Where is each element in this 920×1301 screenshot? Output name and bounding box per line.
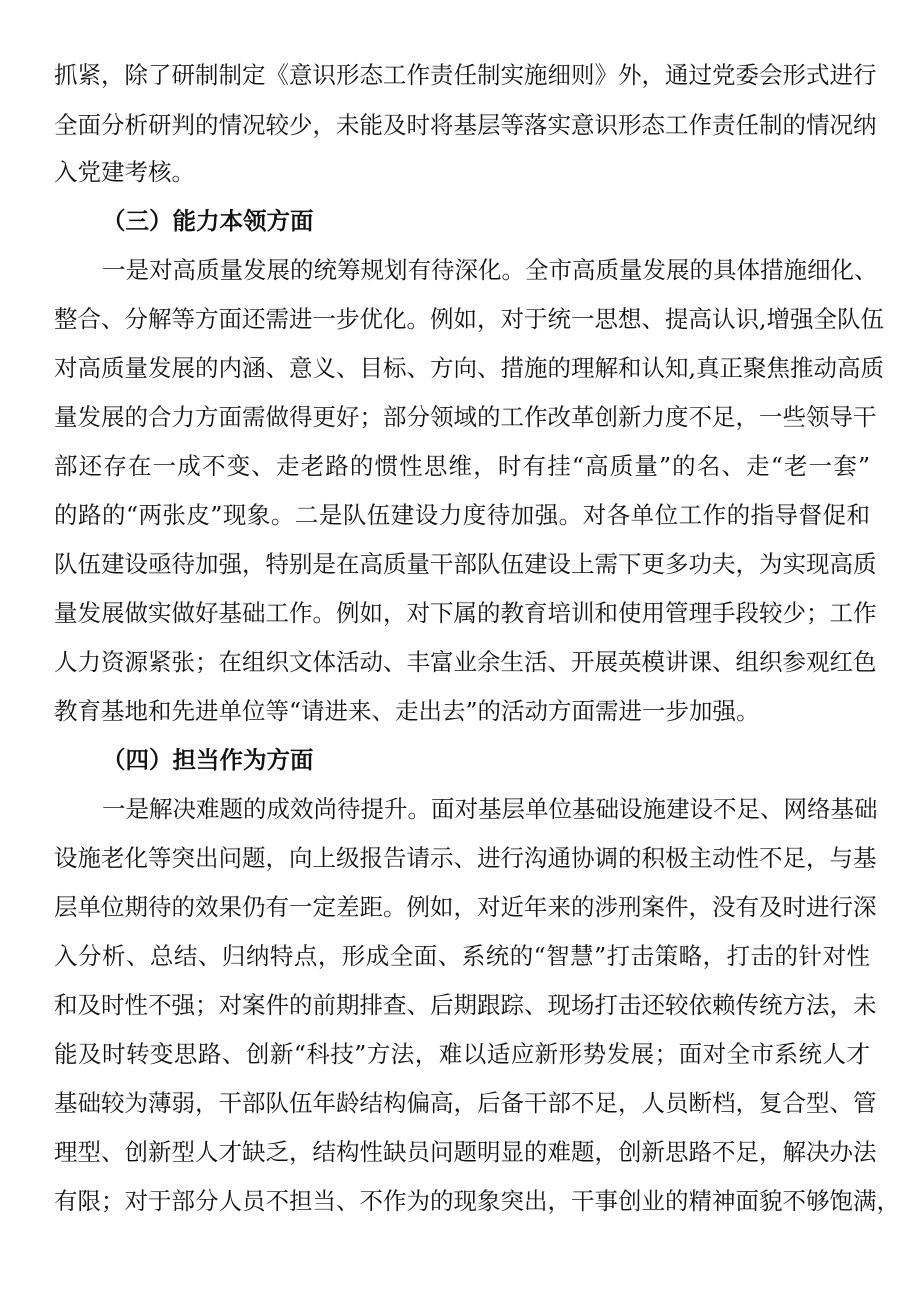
paragraph-line: 人力资源紧张；在组织文体活动、丰富业余生活、开展英模讲课、组织参观红色 — [54, 648, 877, 676]
paragraph-line: 能及时转变思路、创新“科技”方法，难以适应新形势发展；面对全市系统人才 — [54, 1040, 870, 1068]
paragraph-line: 整合、分解等方面还需进一步优化。例如，对于统一思想、提高认识,增强全队伍 — [54, 305, 884, 333]
paragraph-line: 理型、创新型人才缺乏，结构性缺员问题明显的难题，创新思路不足，解决办法 — [54, 1138, 877, 1166]
paragraph-line: 有限；对于部分人员不担当、不作为的现象突出，干事创业的精神面貌不够饱满， — [54, 1187, 900, 1215]
paragraph-line: 抓紧，除了研制制定《意识形态工作责任制实施细则》外，通过党委会形式进行 — [54, 61, 877, 89]
paragraph-line: 入分析、总结、归纳特点，形成全面、系统的“智慧”打击策略，打击的针对性 — [54, 942, 870, 970]
paragraph-line: 入党建考核。 — [54, 158, 195, 186]
section-heading-ability: （三）能力本领方面 — [102, 207, 314, 235]
paragraph-line: 设施老化等突出问题，向上级报告请示、进行沟通协调的积极主动性不足，与基 — [54, 844, 877, 872]
paragraph-line: 全面分析研判的情况较少，未能及时将基层等落实意识形态工作责任制的情况纳 — [54, 111, 877, 139]
paragraph-line: 一是解决难题的成效尚待提升。面对基层单位基础设施建设不足、网络基础 — [102, 795, 878, 823]
paragraph-line: 队伍建设亟待加强，特别是在高质量干部队伍建设上需下更多功夫，为实现高质 — [54, 550, 877, 578]
paragraph-line: 量发展做实做好基础工作。例如，对下属的教育培训和使用管理手段较少；工作 — [54, 599, 877, 627]
paragraph-line: 一是对高质量发展的统筹规划有待深化。全市高质量发展的具体措施细化、 — [102, 256, 878, 284]
paragraph-line: 教育基地和先进单位等“请进来、走出去”的活动方面需进一步加强。 — [54, 697, 760, 725]
section-heading-responsibility: （四）担当作为方面 — [102, 746, 314, 774]
paragraph-line: 对高质量发展的内涵、意义、目标、方向、措施的理解和认知,真正聚焦推动高质 — [54, 354, 884, 382]
paragraph-line: 部还存在一成不变、走老路的惯性思维，时有挂“高质量”的名、走“老一套” — [54, 452, 870, 480]
paragraph-line: 的路的“两张皮”现象。二是队伍建设力度待加强。对各单位工作的指导督促和 — [54, 501, 870, 529]
paragraph-line: 基础较为薄弱，干部队伍年龄结构偏高，后备干部不足，人员断档，复合型、管 — [54, 1089, 877, 1117]
paragraph-line: 和及时性不强；对案件的前期排查、后期跟踪、现场打击还较依赖传统方法，未 — [54, 991, 877, 1019]
paragraph-line: 层单位期待的效果仍有一定差距。例如，对近年来的涉刑案件，没有及时进行深 — [54, 893, 877, 921]
paragraph-line: 量发展的合力方面需做得更好；部分领域的工作改革创新力度不足，一些领导干 — [54, 403, 877, 431]
